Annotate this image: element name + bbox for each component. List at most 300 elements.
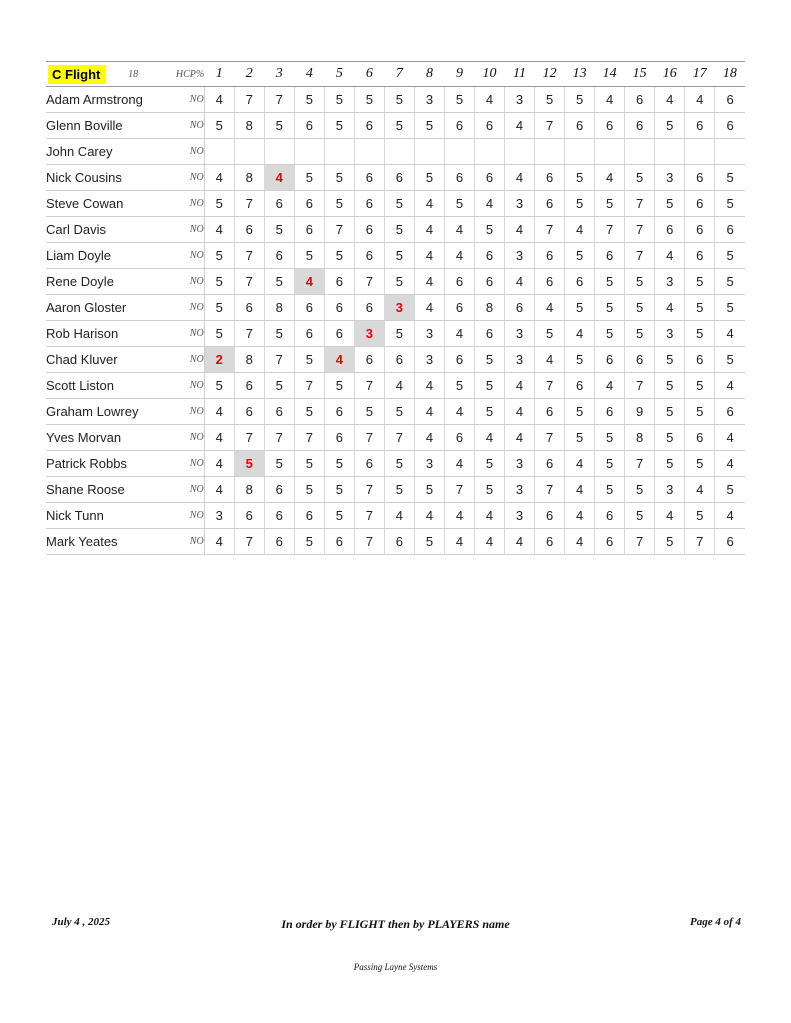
score-cell: 7	[535, 373, 565, 399]
score-cell	[655, 139, 685, 165]
score-cell: 5	[204, 243, 234, 269]
score-cell: 3	[655, 477, 685, 503]
score-cell: 4	[655, 87, 685, 113]
hole-header-16: 16	[655, 62, 685, 87]
player-hcp: NO	[174, 269, 204, 295]
score-cell: 6	[384, 347, 414, 373]
score-cell: 8	[474, 295, 504, 321]
score-cell: 4	[414, 399, 444, 425]
score-cell: 5	[595, 269, 625, 295]
score-cell: 5	[655, 191, 685, 217]
score-cell: 3	[655, 321, 685, 347]
score-cell: 5	[204, 191, 234, 217]
score-cell: 7	[354, 425, 384, 451]
score-cell: 6	[715, 87, 745, 113]
score-cell	[204, 139, 234, 165]
score-cell: 6	[715, 217, 745, 243]
score-cell: 6	[685, 425, 715, 451]
score-cell: 6	[474, 269, 504, 295]
score-cell: 7	[625, 451, 655, 477]
score-cell: 6	[444, 269, 474, 295]
score-cell: 5	[685, 503, 715, 529]
score-cell: 5	[565, 399, 595, 425]
score-cell: 5	[595, 191, 625, 217]
score-cell: 5	[264, 113, 294, 139]
score-cell: 5	[474, 451, 504, 477]
score-cell: 6	[264, 503, 294, 529]
score-cell: 7	[625, 373, 655, 399]
score-cell: 5	[354, 399, 384, 425]
score-cell: 7	[354, 373, 384, 399]
player-hcp: NO	[174, 399, 204, 425]
score-cell	[444, 139, 474, 165]
score-cell: 6	[324, 295, 354, 321]
score-cell: 3	[505, 321, 535, 347]
hole-header-15: 15	[625, 62, 655, 87]
score-cell: 7	[625, 243, 655, 269]
score-cell: 6	[595, 399, 625, 425]
score-cell: 5	[444, 87, 474, 113]
header-row	[46, 62, 745, 87]
score-cell: 5	[715, 269, 745, 295]
score-cell: 4	[204, 425, 234, 451]
score-cell: 7	[354, 503, 384, 529]
score-cell: 3	[655, 269, 685, 295]
score-cell: 6	[565, 113, 595, 139]
player-hcp: NO	[174, 113, 204, 139]
score-cell: 6	[444, 165, 474, 191]
player-name: Graham Lowrey	[46, 399, 174, 425]
score-cell: 4	[414, 425, 444, 451]
score-cell: 6	[474, 243, 504, 269]
score-cell: 6	[324, 399, 354, 425]
score-cell: 3	[505, 243, 535, 269]
score-cell: 5	[414, 529, 444, 555]
score-cell: 5	[565, 191, 595, 217]
score-cell: 5	[294, 347, 324, 373]
score-cell: 5	[474, 373, 504, 399]
score-cell: 4	[444, 321, 474, 347]
score-cell: 6	[234, 373, 264, 399]
score-cell: 4	[505, 217, 535, 243]
player-row	[46, 425, 745, 451]
score-cell: 5	[625, 477, 655, 503]
score-cell: 3	[204, 503, 234, 529]
player-row	[46, 269, 745, 295]
score-cell: 5	[324, 87, 354, 113]
score-cell: 5	[204, 269, 234, 295]
score-cell: 6	[354, 217, 384, 243]
score-cell: 4	[444, 503, 474, 529]
score-cell: 6	[264, 191, 294, 217]
score-cell: 7	[234, 87, 264, 113]
score-cell: 5	[384, 243, 414, 269]
score-cell: 6	[294, 113, 324, 139]
score-cell: 5	[294, 477, 324, 503]
score-cell	[625, 139, 655, 165]
score-cell: 4	[384, 373, 414, 399]
hole-header-17: 17	[685, 62, 715, 87]
score-cell: 3	[655, 165, 685, 191]
hole-header-13: 13	[565, 62, 595, 87]
score-cell: 6	[264, 399, 294, 425]
score-cell: 5	[565, 425, 595, 451]
hole-header-10: 10	[474, 62, 504, 87]
hole-header-18: 18	[715, 62, 745, 87]
score-cell: 6	[294, 321, 324, 347]
score-cell: 6	[655, 217, 685, 243]
hcp-value: 18	[128, 62, 174, 87]
score-cell: 4	[384, 503, 414, 529]
score-cell: 5	[474, 477, 504, 503]
score-cell: 7	[535, 425, 565, 451]
score-cell: 5	[294, 87, 324, 113]
score-cell: 7	[535, 477, 565, 503]
score-cell: 6	[354, 295, 384, 321]
score-cell: 5	[384, 217, 414, 243]
score-cell: 5	[384, 321, 414, 347]
score-cell: 5	[685, 269, 715, 295]
score-cell	[595, 139, 625, 165]
score-cell: 5	[324, 451, 354, 477]
score-cell: 6	[685, 217, 715, 243]
score-cell: 4	[444, 451, 474, 477]
score-cell: 4	[204, 451, 234, 477]
score-cell: 4	[414, 191, 444, 217]
score-cell: 3	[414, 321, 444, 347]
player-name: Rob Harison	[46, 321, 174, 347]
score-cell: 4	[565, 321, 595, 347]
score-cell: 5	[655, 399, 685, 425]
player-row	[46, 295, 745, 321]
score-cell	[294, 139, 324, 165]
score-cell: 4	[535, 347, 565, 373]
hole-header-8: 8	[414, 62, 444, 87]
score-cell: 4	[204, 477, 234, 503]
score-cell: 4	[444, 529, 474, 555]
score-cell: 4	[505, 113, 535, 139]
score-cell: 4	[505, 425, 535, 451]
score-cell: 5	[535, 87, 565, 113]
score-cell: 8	[625, 425, 655, 451]
score-cell: 5	[685, 321, 715, 347]
player-row	[46, 477, 745, 503]
score-cell: 4	[535, 295, 565, 321]
score-cell: 8	[234, 477, 264, 503]
score-cell: 5	[324, 243, 354, 269]
score-cell: 4	[444, 243, 474, 269]
score-cell: 6	[685, 191, 715, 217]
scorecard-table	[46, 61, 745, 555]
score-cell: 7	[324, 217, 354, 243]
score-cell: 5	[535, 321, 565, 347]
score-cell: 7	[294, 425, 324, 451]
hole-header-7: 7	[384, 62, 414, 87]
score-cell: 5	[264, 269, 294, 295]
score-cell: 8	[264, 295, 294, 321]
flight-cell	[46, 62, 128, 87]
score-cell: 6	[264, 477, 294, 503]
score-cell: 6	[354, 165, 384, 191]
score-cell: 4	[204, 165, 234, 191]
score-cell: 4	[565, 217, 595, 243]
score-cell: 6	[324, 529, 354, 555]
score-cell: 7	[264, 347, 294, 373]
score-cell	[685, 139, 715, 165]
player-row	[46, 321, 745, 347]
score-cell: 6	[354, 191, 384, 217]
score-cell: 5	[354, 87, 384, 113]
player-hcp: NO	[174, 165, 204, 191]
score-cell: 5	[384, 87, 414, 113]
score-cell: 6	[685, 165, 715, 191]
player-name: Nick Tunn	[46, 503, 174, 529]
score-cell: 4	[474, 87, 504, 113]
page-number: Page 4 of 4	[689, 916, 741, 928]
score-cell: 5	[685, 451, 715, 477]
score-cell: 5	[565, 295, 595, 321]
score-cell: 5	[655, 451, 685, 477]
score-cell: 6	[444, 113, 474, 139]
player-name: Mark Yeates	[46, 529, 174, 555]
score-cell: 6	[444, 425, 474, 451]
player-hcp: NO	[174, 373, 204, 399]
score-cell: 6	[234, 503, 264, 529]
score-cell: 7	[264, 425, 294, 451]
score-cell: 4	[715, 321, 745, 347]
score-cell: 5	[324, 477, 354, 503]
score-cell: 5	[204, 295, 234, 321]
player-name: Rene Doyle	[46, 269, 174, 295]
player-rows	[46, 87, 745, 555]
score-cell	[324, 139, 354, 165]
score-cell: 6	[444, 295, 474, 321]
score-cell: 5	[715, 191, 745, 217]
score-cell: 3	[505, 347, 535, 373]
player-name: Shane Roose	[46, 477, 174, 503]
best-score-cell: 3	[354, 321, 384, 347]
score-cell: 6	[535, 165, 565, 191]
score-cell: 5	[655, 113, 685, 139]
score-cell: 4	[474, 503, 504, 529]
hole-header-1: 1	[204, 62, 234, 87]
score-cell: 6	[474, 113, 504, 139]
best-score-cell: 2	[204, 347, 234, 373]
score-cell: 6	[565, 269, 595, 295]
score-cell: 7	[294, 373, 324, 399]
hole-header-5: 5	[324, 62, 354, 87]
score-cell: 6	[234, 399, 264, 425]
score-cell: 4	[565, 451, 595, 477]
score-cell: 6	[625, 347, 655, 373]
score-cell: 6	[535, 529, 565, 555]
score-cell: 4	[414, 243, 444, 269]
player-hcp: NO	[174, 243, 204, 269]
score-cell: 5	[384, 399, 414, 425]
player-name: Steve Cowan	[46, 191, 174, 217]
score-cell: 4	[414, 373, 444, 399]
player-hcp: NO	[174, 347, 204, 373]
player-name: Liam Doyle	[46, 243, 174, 269]
score-cell: 6	[595, 113, 625, 139]
score-cell: 5	[294, 165, 324, 191]
score-cell: 4	[204, 529, 234, 555]
score-cell: 5	[324, 165, 354, 191]
score-cell: 5	[444, 373, 474, 399]
hole-header-9: 9	[444, 62, 474, 87]
score-cell: 5	[324, 503, 354, 529]
score-cell: 6	[535, 503, 565, 529]
score-cell: 6	[474, 165, 504, 191]
score-cell: 5	[204, 373, 234, 399]
score-cell	[474, 139, 504, 165]
score-cell: 7	[354, 269, 384, 295]
score-cell: 4	[565, 503, 595, 529]
score-cell: 3	[505, 87, 535, 113]
score-cell	[565, 139, 595, 165]
score-cell: 6	[565, 373, 595, 399]
score-cell: 5	[595, 477, 625, 503]
score-cell: 6	[685, 113, 715, 139]
player-name: Glenn Boville	[46, 113, 174, 139]
score-cell: 4	[414, 269, 444, 295]
score-cell: 5	[565, 165, 595, 191]
player-hcp: NO	[174, 451, 204, 477]
score-cell: 6	[294, 191, 324, 217]
score-cell: 6	[625, 87, 655, 113]
hole-header-3: 3	[264, 62, 294, 87]
player-hcp: NO	[174, 139, 204, 165]
score-cell: 5	[655, 529, 685, 555]
score-cell: 7	[264, 87, 294, 113]
score-cell: 5	[384, 113, 414, 139]
best-score-cell: 4	[324, 347, 354, 373]
score-cell: 5	[655, 373, 685, 399]
score-cell: 4	[505, 165, 535, 191]
score-cell: 5	[625, 165, 655, 191]
score-cell: 5	[414, 113, 444, 139]
hole-header-4: 4	[294, 62, 324, 87]
player-name: Chad Kluver	[46, 347, 174, 373]
hole-header-2: 2	[234, 62, 264, 87]
score-cell: 4	[595, 87, 625, 113]
score-cell: 5	[294, 399, 324, 425]
score-cell: 5	[625, 503, 655, 529]
score-cell: 4	[204, 87, 234, 113]
score-cell: 5	[264, 373, 294, 399]
score-cell: 6	[535, 269, 565, 295]
score-cell: 3	[505, 191, 535, 217]
score-cell: 4	[715, 503, 745, 529]
player-name: Patrick Robbs	[46, 451, 174, 477]
player-name: Carl Davis	[46, 217, 174, 243]
score-cell: 4	[715, 451, 745, 477]
player-name: Adam Armstrong	[46, 87, 174, 113]
score-cell: 5	[294, 243, 324, 269]
player-row	[46, 451, 745, 477]
score-cell: 4	[444, 217, 474, 243]
hole-header-14: 14	[595, 62, 625, 87]
score-cell: 5	[294, 529, 324, 555]
score-cell: 6	[354, 451, 384, 477]
score-cell: 9	[625, 399, 655, 425]
sort-order-note: In order by FLIGHT then by PLAYERS name	[281, 917, 510, 931]
score-cell: 4	[595, 373, 625, 399]
score-cell: 6	[234, 295, 264, 321]
score-cell: 5	[444, 191, 474, 217]
score-cell: 4	[715, 425, 745, 451]
score-cell: 3	[414, 451, 444, 477]
score-cell: 6	[474, 321, 504, 347]
player-row	[46, 503, 745, 529]
score-cell: 5	[474, 217, 504, 243]
score-cell: 5	[655, 425, 685, 451]
best-score-cell: 3	[384, 295, 414, 321]
score-cell: 6	[294, 503, 324, 529]
hole-header-6: 6	[354, 62, 384, 87]
score-cell: 5	[384, 269, 414, 295]
best-score-cell: 4	[294, 269, 324, 295]
score-cell: 6	[535, 451, 565, 477]
score-cell: 7	[685, 529, 715, 555]
score-cell: 5	[715, 295, 745, 321]
score-cell: 4	[565, 529, 595, 555]
score-cell: 5	[414, 477, 444, 503]
score-cell: 4	[505, 399, 535, 425]
score-cell: 5	[264, 321, 294, 347]
score-cell: 7	[595, 217, 625, 243]
score-cell: 6	[595, 243, 625, 269]
score-cell: 5	[204, 113, 234, 139]
score-cell: 5	[565, 87, 595, 113]
score-cell: 6	[234, 217, 264, 243]
player-hcp: NO	[174, 503, 204, 529]
score-cell: 5	[625, 269, 655, 295]
score-cell: 5	[264, 217, 294, 243]
score-cell: 6	[324, 321, 354, 347]
player-name: Yves Morvan	[46, 425, 174, 451]
score-cell: 5	[715, 165, 745, 191]
score-cell: 4	[505, 529, 535, 555]
score-cell: 7	[234, 425, 264, 451]
score-cell: 5	[204, 321, 234, 347]
score-cell: 7	[384, 425, 414, 451]
score-cell: 3	[414, 347, 444, 373]
player-name: John Carey	[46, 139, 174, 165]
score-cell: 7	[234, 529, 264, 555]
player-hcp: NO	[174, 321, 204, 347]
score-cell: 7	[625, 217, 655, 243]
score-cell: 5	[685, 295, 715, 321]
score-cell: 4	[685, 87, 715, 113]
score-cell: 6	[264, 243, 294, 269]
score-cell: 5	[595, 425, 625, 451]
score-cell: 3	[414, 87, 444, 113]
score-cell: 6	[384, 165, 414, 191]
score-cell: 6	[595, 529, 625, 555]
player-hcp: NO	[174, 425, 204, 451]
score-cell: 6	[384, 529, 414, 555]
score-cell	[354, 139, 384, 165]
score-cell: 6	[264, 529, 294, 555]
score-cell: 6	[595, 347, 625, 373]
hole-header-11: 11	[505, 62, 535, 87]
player-hcp: NO	[174, 477, 204, 503]
score-cell: 5	[324, 113, 354, 139]
score-cell: 5	[384, 451, 414, 477]
best-score-cell: 4	[264, 165, 294, 191]
player-hcp: NO	[174, 87, 204, 113]
